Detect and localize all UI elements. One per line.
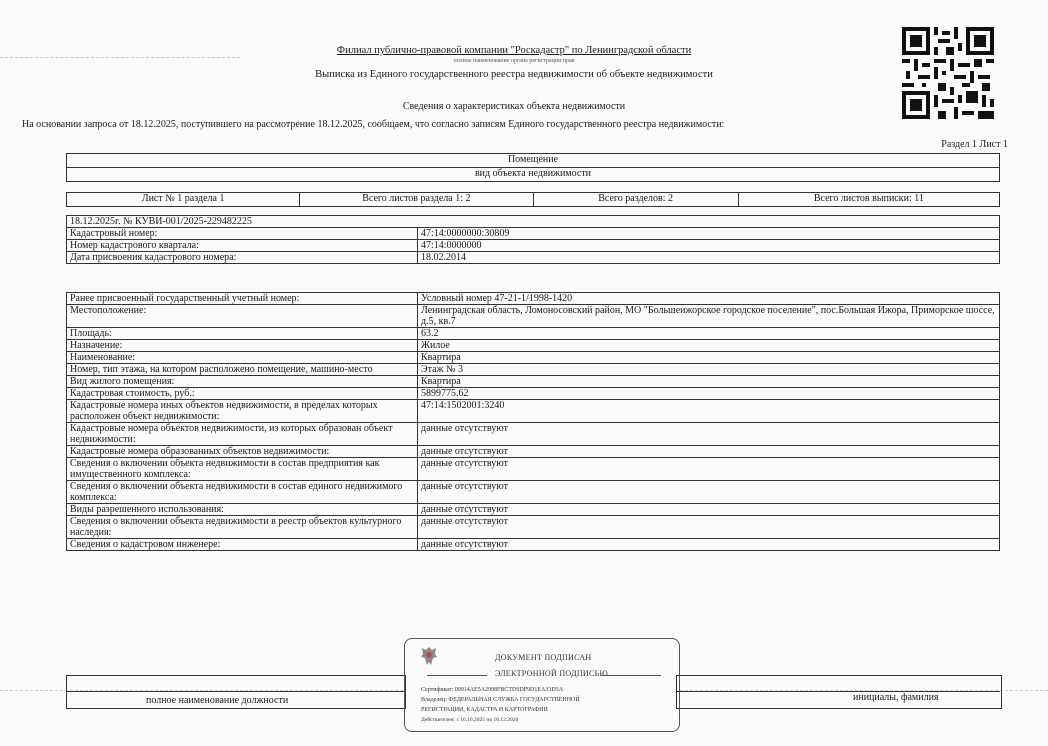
field-value: Условный номер 47-21-1/1998-1420 <box>418 293 1000 305</box>
field-label: Дата присвоения кадастрового номера: <box>67 252 418 264</box>
table-row <box>67 446 1000 458</box>
field-label: Сведения о включении объекта недвижимости в состав единого недвижимого комплекса: <box>67 481 418 504</box>
object-type: Помещение <box>67 154 1000 168</box>
details-table <box>66 292 1000 551</box>
table-row <box>67 352 1000 364</box>
field-value: данные отсутствуют <box>418 458 1000 481</box>
total-section-sheets: Всего листов раздела 1: 2 <box>300 193 533 207</box>
position-line <box>66 691 404 692</box>
field-value: 18.02.2014 <box>418 252 1000 264</box>
name-caption: инициалы, фамилия <box>853 692 939 703</box>
table-row <box>67 458 1000 481</box>
field-value: Жилое <box>418 340 1000 352</box>
basic-info-table <box>66 215 1000 264</box>
field-value: Квартира <box>418 376 1000 388</box>
field-label: Площадь: <box>67 328 418 340</box>
field-label: Кадастровые номера объектов недвижимости, из которых образован объект недвижимости: <box>67 423 418 446</box>
total-sections: Всего разделов: 2 <box>533 193 738 207</box>
stamp-certificate: Сертификат: 00914AE5A2998FBCTD9DP9D1EA33D5A <box>421 687 564 693</box>
table-row <box>67 400 1000 423</box>
field-value: данные отсутствуют <box>418 446 1000 458</box>
field-label: Сведения о кадастровом инженере: <box>67 539 418 551</box>
name-line <box>676 691 1000 692</box>
table-row <box>67 328 1000 340</box>
field-label: Номер, тип этажа, на котором расположено помещение, машино-место <box>67 364 418 376</box>
field-label: Вид жилого помещения: <box>67 376 418 388</box>
stamp-owner-cont: РЕГИСТРАЦИИ, КАДАСТРА И КАРТОГРАФИИ <box>421 707 548 713</box>
table-row <box>67 423 1000 446</box>
object-type-caption: вид объекта недвижимости <box>67 168 1000 182</box>
field-label: Наименование: <box>67 352 418 364</box>
org-caption: полное наименование органа регистрации прав <box>453 58 575 64</box>
field-value: 63.2 <box>418 328 1000 340</box>
stamp-title: ДОКУМЕНТ ПОДПИСАН <box>495 653 592 662</box>
field-label: Кадастровые номера образованных объектов недвижимости: <box>67 446 418 458</box>
sheets-table <box>66 192 1000 207</box>
field-label: Кадастровая стоимость, руб.: <box>67 388 418 400</box>
field-value: Квартира <box>418 352 1000 364</box>
field-value: данные отсутствуют <box>418 504 1000 516</box>
stamp-validity: Действителен: с 16.10.2025 по 16.12.2026 <box>421 717 519 723</box>
table-row <box>67 305 1000 328</box>
field-label: Ранее присвоенный государственный учетный номер: <box>67 293 418 305</box>
field-label: Виды разрешенного использования: <box>67 504 418 516</box>
field-value: 47:14:1502001:3240 <box>418 400 1000 423</box>
field-value: Ленинградская область, Ломоносовский район, МО "Большеижорское городское поселение", пос.Большая Ижора, Приморское шоссе, д.5, кв.7 <box>418 305 1000 328</box>
field-value: 47:14:0000000:30809 <box>418 228 1000 240</box>
qr-code-icon <box>902 27 994 119</box>
field-value: Этаж № 3 <box>418 364 1000 376</box>
position-caption: полное наименование должности <box>146 695 289 706</box>
table-row <box>67 481 1000 504</box>
field-value: данные отсутствуют <box>418 539 1000 551</box>
field-value: 5899775.62 <box>418 388 1000 400</box>
field-label: Местоположение: <box>67 305 418 328</box>
table-row <box>67 504 1000 516</box>
total-extract-sheets: Всего листов выписки: 11 <box>738 193 999 207</box>
stamp-owner: Владелец: ФЕДЕРАЛЬНАЯ СЛУЖБА ГОСУДАРСТВЕННОЙ <box>421 697 580 703</box>
table-row <box>67 539 1000 551</box>
document-subtitle: Сведения о характеристиках объекта недвижимости <box>402 101 626 112</box>
field-value: данные отсутствуют <box>418 516 1000 539</box>
sheet-number: Лист № 1 раздела 1 <box>67 193 300 207</box>
table-row <box>67 388 1000 400</box>
document-title: Выписка из Единого государственного реестра недвижимости об объекте недвижимости <box>315 69 713 80</box>
document-number: 18.12.2025г. № КУВИ-001/2025-229482225 <box>67 216 1000 228</box>
signature-block <box>66 675 1000 708</box>
field-label: Кадастровый номер: <box>67 228 418 240</box>
field-value: 47:14:0000000 <box>418 240 1000 252</box>
section-sheet: Раздел 1 Лист 1 <box>941 139 1008 150</box>
table-row <box>67 340 1000 352</box>
table-row <box>67 252 1000 264</box>
field-label: Кадастровые номера иных объектов недвижимости, в пределах которых расположен объект недвижимости: <box>67 400 418 423</box>
field-value: данные отсутствуют <box>418 423 1000 446</box>
table-row <box>67 364 1000 376</box>
field-value: данные отсутствуют <box>418 481 1000 504</box>
table-row <box>67 240 1000 252</box>
table-row <box>67 228 1000 240</box>
field-label: Сведения о включении объекта недвижимости в реестр объектов культурного наследия: <box>67 516 418 539</box>
coat-of-arms-icon <box>419 645 439 667</box>
table-row <box>67 293 1000 305</box>
field-label: Номер кадастрового квартала: <box>67 240 418 252</box>
table-row <box>67 376 1000 388</box>
table-row <box>67 516 1000 539</box>
object-type-table <box>66 153 1000 182</box>
org-name: Филиал публично-правовой компании "Роскадастр" по Ленинградской области <box>336 45 692 56</box>
field-label: Назначение: <box>67 340 418 352</box>
field-label: Сведения о включении объекта недвижимости в состав предприятия как имущественного комплекса: <box>67 458 418 481</box>
request-basis: На основании запроса от 18.12.2025, поступившего на рассмотрение 18.12.2025, сообщаем, что согласно записям Единого государственного реестра недвижимости: <box>22 119 725 130</box>
stamp-subtitle: ЭЛЕКТРОННОЙ ПОДПИСЬЮ <box>495 669 609 678</box>
name-box <box>676 675 1002 709</box>
